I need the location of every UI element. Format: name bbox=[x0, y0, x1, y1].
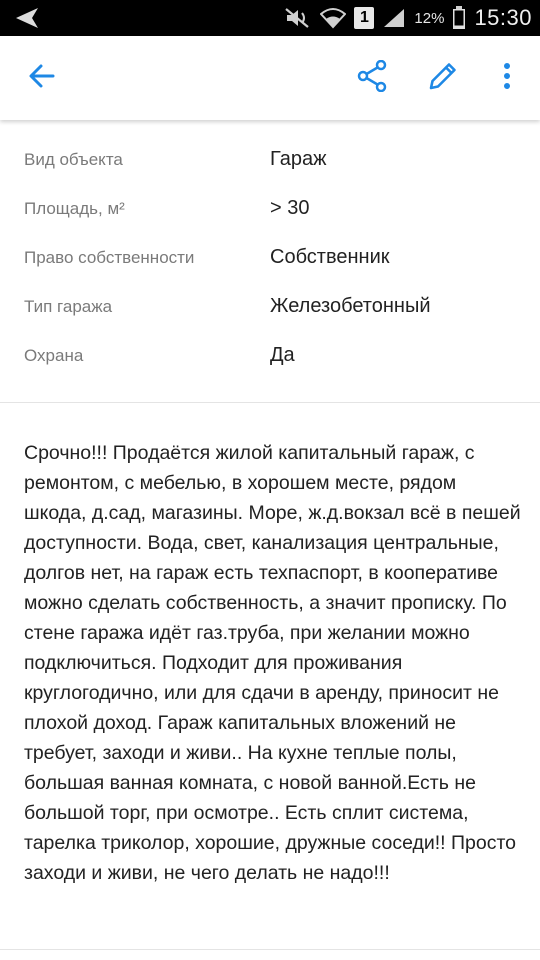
signal-icon bbox=[382, 7, 406, 29]
property-value: Да bbox=[270, 344, 295, 366]
status-icons bbox=[284, 0, 532, 36]
property-label: Вид объекта bbox=[24, 150, 123, 169]
mute-icon bbox=[284, 7, 312, 29]
property-label: Охрана bbox=[24, 346, 84, 365]
arrow-left-icon bbox=[28, 62, 56, 95]
sim-slot-icon: 1 bbox=[354, 7, 374, 29]
status-bar bbox=[0, 0, 540, 36]
listing-details[interactable] bbox=[0, 120, 540, 960]
property-value: Гараж bbox=[270, 148, 327, 170]
property-value: Собственник bbox=[270, 246, 390, 268]
property-value: Железобетонный bbox=[270, 295, 431, 317]
share-icon bbox=[357, 60, 387, 97]
property-label: Тип гаража bbox=[24, 297, 113, 316]
back-button[interactable] bbox=[18, 36, 66, 120]
property-row-garage-type bbox=[0, 282, 540, 331]
battery-percent: 12% bbox=[414, 9, 445, 27]
property-row-object-type bbox=[0, 135, 540, 184]
listing-description: Срочно!!! Продаётся жилой капитальный гараж, с ремонтом, с мебелью, в хорошем месте, рядом шкода, д.сад, магазины. Море, ж.д.вокзал всё в пешей доступности. Вода, свет, канализация центральные, долгов нет, на гараж есть техпаспорт, в кооперативе можно сделать собственность, а значит прописку. По стене гаража идёт газ.труба, при желании можно подключиться. Подходит для проживания круглогодично, или для сдачи в аренду, приносит не плохой доход. Гараж капитальных вложений не требует, заходи и живи.. На кухне теплые полы, большая ванная комната, с новой ванной.Есть не большой торг, при осмотре.. Есть сплит система, тарелка триколор, хорошие, дружные соседи!! Просто заходи и живи, не чего делать не надо!!! bbox=[24, 442, 521, 884]
property-row-security bbox=[0, 331, 540, 380]
edit-button[interactable] bbox=[420, 36, 466, 120]
share-button[interactable] bbox=[350, 36, 394, 120]
property-row-area bbox=[0, 184, 540, 233]
section-divider bbox=[0, 949, 540, 950]
more-vertical-icon bbox=[503, 62, 511, 95]
wifi-icon bbox=[320, 7, 346, 29]
app-toolbar bbox=[0, 36, 540, 120]
property-label: Право собственности bbox=[24, 248, 195, 267]
property-label: Площадь, м² bbox=[24, 199, 125, 218]
property-row-ownership bbox=[0, 233, 540, 282]
nav-back-triangle-icon[interactable] bbox=[12, 6, 40, 30]
property-value: > 30 bbox=[270, 197, 310, 219]
battery-icon bbox=[452, 6, 466, 30]
pencil-icon bbox=[427, 60, 459, 97]
more-options-button[interactable] bbox=[490, 36, 524, 120]
section-divider bbox=[0, 402, 540, 403]
clock-time: 15:30 bbox=[474, 5, 532, 30]
